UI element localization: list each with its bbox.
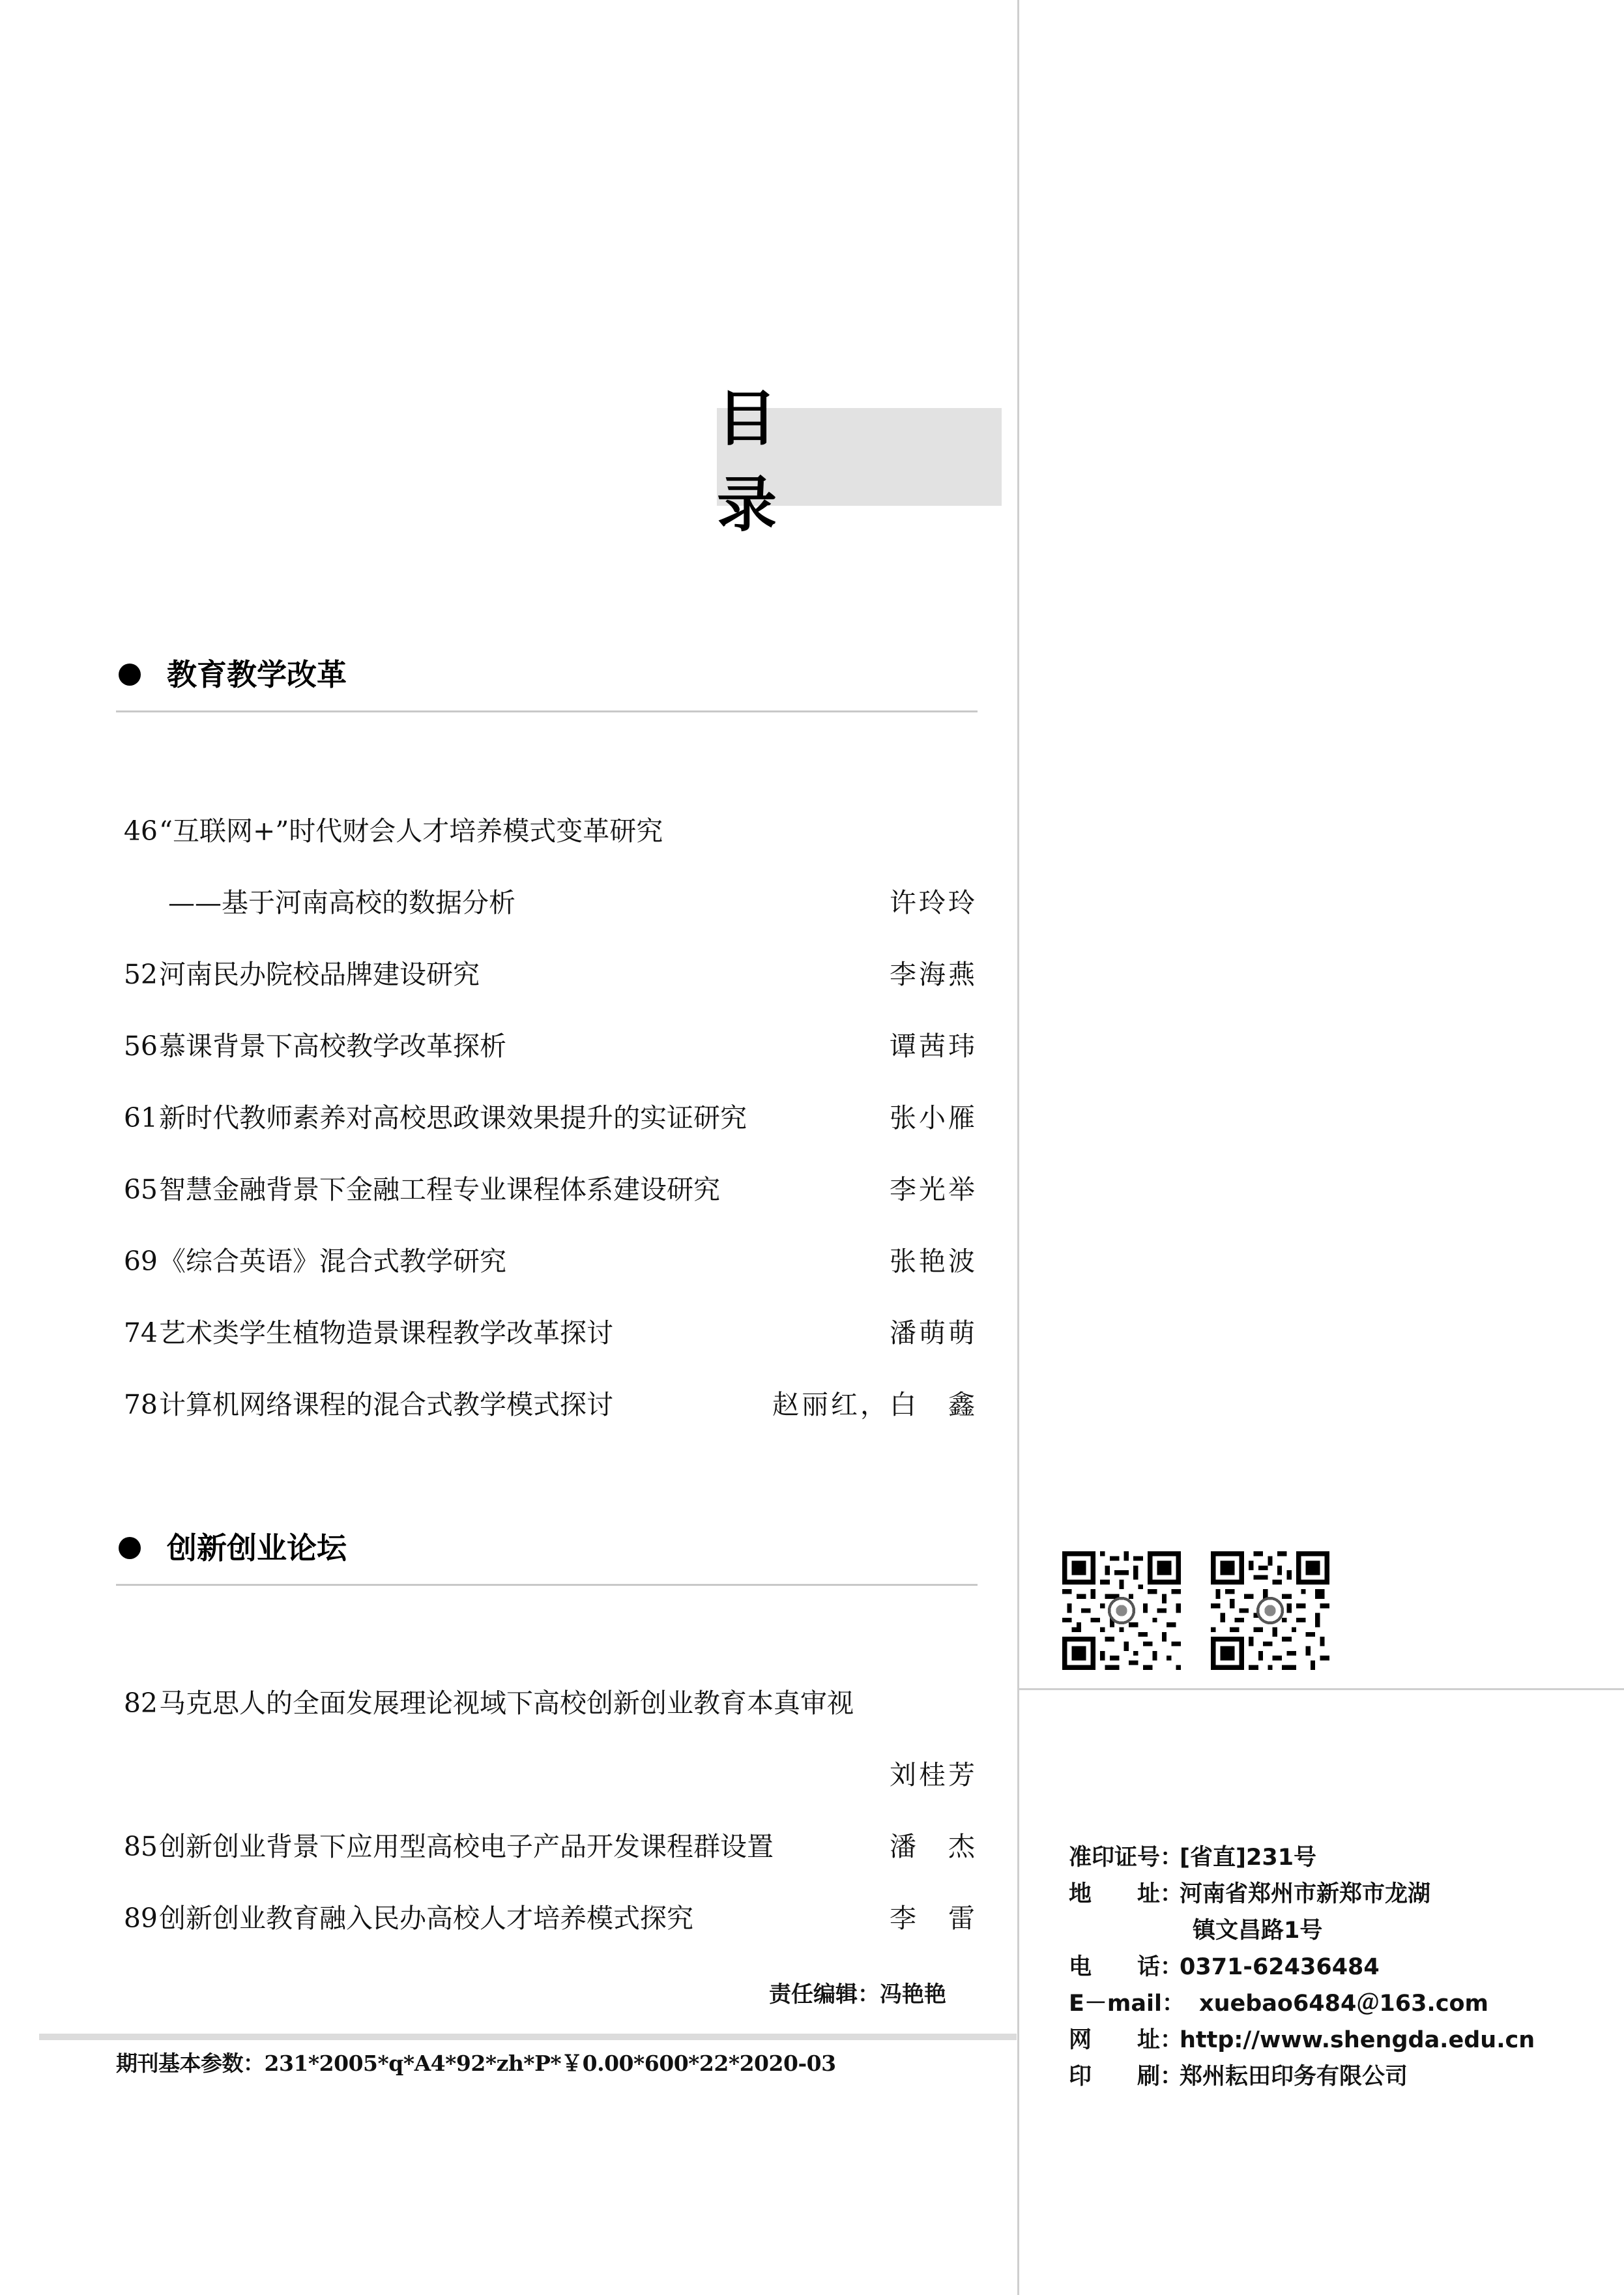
email-row bbox=[1069, 1985, 1616, 2022]
responsible-editor: 责任编辑：冯艳艳 bbox=[769, 1981, 946, 2008]
entry-title: “互联网+”时代财会人才培养模式变革研究 bbox=[159, 815, 663, 847]
entry-author: 张小雁 bbox=[890, 1102, 978, 1133]
email-label: E－mail： bbox=[1069, 1991, 1185, 2017]
toc-entry[interactable] bbox=[116, 1310, 978, 1356]
entry-page: 85 bbox=[123, 1831, 158, 1862]
address-label: 地 址： bbox=[1069, 1881, 1183, 1907]
permit-value: [省直]231号 bbox=[1180, 1845, 1317, 1871]
entry-title: 《综合英语》混合式教学研究 bbox=[159, 1246, 506, 1277]
entry-author: 潘 杰 bbox=[890, 1831, 978, 1862]
toc-entry[interactable] bbox=[116, 1167, 978, 1212]
entry-page: 52 bbox=[123, 959, 158, 990]
entry-page: 56 bbox=[123, 1031, 158, 1062]
entry-author: 许玲玲 bbox=[890, 887, 978, 918]
entry-title: 慕课背景下高校教学改革探析 bbox=[159, 1031, 506, 1062]
entry-title: 创新创业教育融入民办高校人才培养模式探究 bbox=[159, 1903, 693, 1934]
web-value[interactable]: http://www.shengda.edu.cn bbox=[1180, 2027, 1535, 2053]
address-row bbox=[1069, 1876, 1616, 1912]
journal-params: 期刊基本参数：231*2005*q*A4*92*zh*P*￥0.00*600*22*2020-03 bbox=[116, 2051, 836, 2076]
entry-author: 李海燕 bbox=[890, 959, 978, 990]
publication-info bbox=[1069, 1839, 1616, 2095]
bullet-icon bbox=[119, 664, 141, 686]
section-title: 教育教学改革 bbox=[167, 657, 347, 692]
entry-author: 张艳波 bbox=[890, 1246, 978, 1277]
toc-entry[interactable] bbox=[116, 1895, 978, 1941]
entry-page: 82 bbox=[123, 1688, 158, 1719]
toc-entry[interactable] bbox=[116, 1824, 978, 1869]
section-header bbox=[116, 652, 978, 712]
toc-entry[interactable] bbox=[116, 1382, 978, 1427]
entry-page: 74 bbox=[123, 1317, 158, 1349]
entry-title: 马克思人的全面发展理论视域下高校创新创业教育本真审视 bbox=[159, 1688, 854, 1719]
entry-author: 赵丽红，白 鑫 bbox=[772, 1389, 978, 1420]
toc-entry[interactable] bbox=[116, 952, 978, 997]
entry-page: 61 bbox=[123, 1102, 158, 1133]
entry-title: 智慧金融背景下金融工程专业课程体系建设研究 bbox=[159, 1174, 720, 1205]
address-cont: 镇文昌路1号 bbox=[1193, 1918, 1323, 1944]
section-education-reform bbox=[116, 652, 978, 712]
web-label: 网 址： bbox=[1069, 2027, 1183, 2053]
section-innovation-forum bbox=[116, 1525, 978, 1586]
email-value[interactable]: xuebao6484＠163.com bbox=[1199, 1991, 1488, 2017]
address-cont-row bbox=[1069, 1912, 1616, 1949]
entry-title: 河南民办院校品牌建设研究 bbox=[159, 959, 480, 990]
page-divider bbox=[1017, 0, 1019, 2295]
print-row bbox=[1069, 2058, 1616, 2095]
toc-title-box bbox=[717, 384, 1002, 540]
entry-title: 艺术类学生植物造景课程教学改革探讨 bbox=[159, 1317, 613, 1349]
entry-author: 李 雷 bbox=[890, 1903, 978, 1934]
entry-author: 李光举 bbox=[890, 1174, 978, 1205]
entry-title: 新时代教师素养对高校思政课效果提升的实证研究 bbox=[159, 1102, 747, 1133]
entry-title: 创新创业背景下应用型高校电子产品开发课程群设置 bbox=[159, 1831, 774, 1862]
footer-rule bbox=[39, 2034, 1017, 2040]
entry-page: 89 bbox=[123, 1903, 158, 1934]
toc-entry-author-line[interactable] bbox=[116, 1752, 978, 1798]
toc-entry[interactable] bbox=[116, 1095, 978, 1141]
entry-author: 刘桂芳 bbox=[890, 1759, 978, 1791]
permit-row bbox=[1069, 1839, 1616, 1876]
print-label: 印 刷： bbox=[1069, 2064, 1183, 2090]
phone-label: 电 话： bbox=[1069, 1954, 1183, 1980]
entry-page: 78 bbox=[123, 1389, 158, 1420]
toc-entry[interactable] bbox=[116, 1023, 978, 1069]
entry-page: 65 bbox=[123, 1174, 158, 1205]
qr-code-icon bbox=[1211, 1551, 1329, 1670]
toc-entry[interactable] bbox=[116, 1680, 978, 1726]
page-title: 目 录 bbox=[717, 384, 862, 540]
section-title: 创新创业论坛 bbox=[167, 1530, 347, 1566]
entry-author: 潘萌萌 bbox=[890, 1317, 978, 1349]
bullet-icon bbox=[119, 1537, 141, 1559]
entry-subtitle: ——基于河南高校的数据分析 bbox=[168, 887, 515, 918]
qr-code-icon bbox=[1062, 1551, 1181, 1670]
entry-page: 46 bbox=[123, 815, 158, 847]
section-header bbox=[116, 1525, 978, 1586]
phone-value: 0371-62436484 bbox=[1180, 1954, 1380, 1980]
toc-entry[interactable] bbox=[116, 1238, 978, 1284]
permit-label: 准印证号： bbox=[1069, 1845, 1183, 1871]
phone-row bbox=[1069, 1949, 1616, 1985]
address-value: 河南省郑州市新郑市龙湖 bbox=[1180, 1881, 1431, 1907]
entry-title: 计算机网络课程的混合式教学模式探讨 bbox=[159, 1389, 613, 1420]
print-value: 郑州耘田印务有限公司 bbox=[1180, 2064, 1408, 2090]
entry-author: 谭茜玮 bbox=[890, 1031, 978, 1062]
right-panel-rule bbox=[1019, 1688, 1624, 1690]
toc-entry-subtitle[interactable] bbox=[116, 880, 978, 926]
web-row bbox=[1069, 2022, 1616, 2058]
entry-page: 69 bbox=[123, 1246, 158, 1277]
toc-entry[interactable] bbox=[116, 808, 978, 854]
